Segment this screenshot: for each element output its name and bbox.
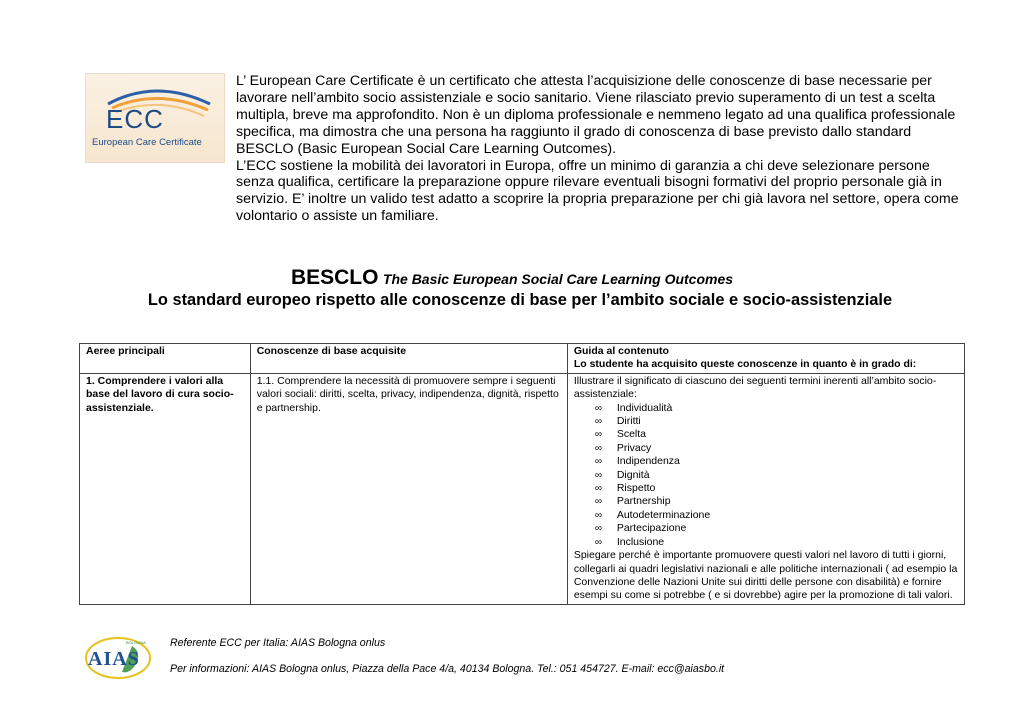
besclo-table: [79, 343, 965, 605]
term-item: [574, 509, 958, 522]
term-item: [574, 428, 958, 441]
term-item: [574, 455, 958, 468]
bullet-icon: ∞: [594, 416, 602, 428]
ecc-logo-word: ECC: [106, 104, 164, 134]
guide-outro: Spiegare perché è importante promuovere questi valori nel lavoro di tutti i giorni, collegarli ai quadri legislativi nazionali e alle politiche internazionali ( ad esempio la Convenzione delle Nazioni Unite sui diritti delle persone con disabilità) e fornire esempi su come si potrebbe ( e si dovrebbe) agire per la promozione di tali valori.: [573, 549, 958, 602]
footer-referent: Referente ECC per Italia: AIAS Bologna onlus: [170, 637, 386, 649]
term-label: Privacy: [616, 441, 652, 454]
term-label: Rispetto: [616, 482, 656, 495]
term-label: Scelta: [616, 428, 647, 441]
bullet-icon: ∞: [594, 509, 602, 521]
ecc-logo-subtitle: European Care Certificate: [92, 137, 202, 148]
bullet-icon: ∞: [594, 402, 602, 414]
bullet-icon: ∞: [594, 536, 602, 548]
term-label: Dignità: [616, 468, 650, 481]
intro-text: [236, 73, 966, 225]
table-header-row: [80, 344, 965, 374]
term-label: Autodeterminazione: [616, 508, 711, 521]
term-item: [574, 482, 958, 495]
term-label: Individualità: [616, 401, 673, 414]
bullet-icon: ∞: [594, 469, 602, 481]
bullet-icon: ∞: [594, 483, 602, 495]
title-main: BESCLO: [290, 266, 379, 289]
term-label: Partnership: [616, 495, 671, 508]
terms-list: [574, 402, 958, 549]
table-row: [80, 373, 965, 604]
guide-intro: Illustrare il significato di ciascuno dei seguenti termini inerenti all’ambito socio-assistenziale:: [573, 374, 937, 401]
bullet-icon: ∞: [594, 496, 602, 508]
intro-paragraph-2: L’ECC sostiene la mobilità dei lavoratori in Europa, offre un minimo di garanzia a chi deve selezionare persone senza qualifica, certificare la preparazione oppure rilevare eventuali bisogni formativi del proprio personale già in servizio. E’ inoltre un valido test adatto a scoprire la propria preparazione per chi già lavora nel settore, opera come volontario o assiste un familiare.: [236, 157, 959, 225]
term-item: [574, 442, 958, 455]
footer-contact: Per informazioni: AIAS Bologna onlus, Piazza della Pace 4/a, 40134 Bologna. Tel.: 051 454727. E-mail: ecc@aiasbo.it: [170, 663, 725, 675]
aias-logo: [84, 636, 152, 680]
term-item: [574, 469, 958, 482]
term-item: [574, 522, 958, 535]
bullet-icon: ∞: [594, 456, 602, 468]
row-guide: [567, 373, 964, 604]
header-areas: Aeree principali: [80, 344, 251, 374]
row-area: 1. Comprendere i valori alla base del lavoro di cura socio-assistenziale.: [80, 373, 251, 604]
title-sub: The Basic European Social Care Learning Outcomes: [382, 271, 734, 287]
term-item: [574, 536, 958, 549]
header-guide-line1: Guida al contenuto: [573, 345, 669, 357]
term-label: Indipendenza: [616, 455, 680, 468]
bullet-icon: ∞: [594, 429, 602, 441]
ecc-logo: [85, 73, 225, 163]
header-guide-line2: Lo studente ha acquisito queste conoscenze in quanto è in grado di:: [573, 358, 917, 371]
term-label: Diritti: [616, 415, 641, 428]
term-label: Inclusione: [616, 535, 665, 548]
bullet-icon: ∞: [594, 523, 602, 535]
intro-paragraph-1: L’ European Care Certificate è un certificato che attesta l’acquisizione delle conoscenze di base necessarie per lavorare nell’ambito socio assistenziale e socio sanitario. Viene rilasciato previo superamento di un test a scelta multipla, breve ma approfondito. Non è un diploma professionale e nemmeno legato ad una qualifica professionale specifica, ma dimostra che una persona ha raggiunto il grado di conoscenza di base previsto dallo standard BESCLO (Basic European Social Care Learning Outcomes).: [236, 73, 956, 157]
page-title: [0, 266, 1024, 290]
header-knowledge: Conoscenze di base acquisite: [250, 344, 567, 374]
term-label: Partecipazione: [616, 522, 687, 535]
term-item: [574, 402, 958, 415]
aias-logo-small: BOLOGNA: [126, 640, 146, 645]
term-item: [574, 495, 958, 508]
aias-logo-word: AIAS: [88, 648, 140, 670]
row-knowledge: 1.1. Comprendere la necessità di promuovere sempre i seguenti valori sociali: diritti, scelta, privacy, indipendenza, dignità, rispetto e partnership.: [250, 373, 567, 604]
term-item: [574, 415, 958, 428]
page-subtitle: Lo standard europeo rispetto alle conoscenze di base per l’ambito sociale e socio-assistenziale: [147, 291, 893, 309]
bullet-icon: ∞: [594, 442, 602, 454]
header-guide: [567, 344, 964, 374]
